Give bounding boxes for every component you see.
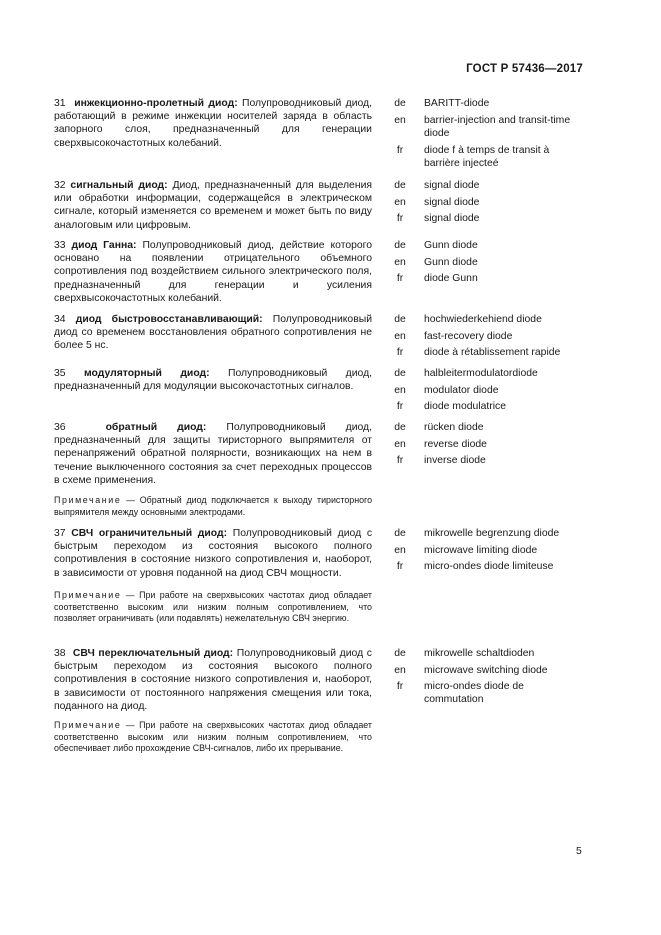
translations	[388, 367, 628, 417]
foreign-term: microwave limiting diode	[424, 544, 538, 556]
foreign-term: microwave switching diode	[424, 664, 548, 676]
lang-code: fr	[396, 213, 404, 224]
foreign-term: Gunn diode	[424, 256, 478, 268]
entry-number: 32	[54, 180, 66, 191]
note-text: — При работе на сверхвысоких частотах диод обладает соответственно высоким или низким полным сопротивлением, что обеспечивает либо прохождение СВЧ-сигналов, либо их прерывание.	[54, 720, 372, 754]
foreign-term: micro-ondes diode limiteuse	[424, 561, 554, 572]
definition	[54, 97, 372, 150]
term-name: обратный диод:	[105, 422, 207, 433]
note	[54, 495, 372, 518]
foreign-term: inverse diode	[424, 455, 486, 466]
lang-code: en	[394, 438, 406, 450]
foreign-term: fast-recovery diode	[424, 330, 513, 342]
foreign-term: mikrowelle schaltdioden	[424, 648, 535, 659]
definition	[54, 421, 372, 487]
translations	[388, 179, 628, 229]
translations	[388, 527, 628, 577]
definition	[54, 647, 372, 713]
foreign-term: signal diode	[424, 213, 480, 224]
foreign-term: reverse diode	[424, 438, 487, 450]
definition-text: Полупроводниковый диод, действие которого основано на появлении отрицательного объемного сопротивления под воздействием сильного электрического поля, предназначенный для генерации и усиления сверхвысокочастотных колебаний.	[54, 240, 373, 304]
translations	[388, 313, 628, 363]
foreign-term: micro-ondes diode de commutation	[424, 681, 524, 705]
lang-code: en	[394, 256, 406, 268]
foreign-term: rücken diode	[424, 422, 484, 433]
document-header: ГОСТ Р 57436—2017	[466, 63, 583, 75]
page-number: 5	[576, 846, 582, 857]
definition-text: Полупроводниковый диод, предназначенный для защиты тиристорного выпрямителя от перенапряжений обратной полярности, возникающих на нем в течение выключенного состояния за счет переходных процессов в схеме применения.	[54, 422, 373, 486]
entry-number: 36	[54, 422, 66, 433]
lang-code: de	[394, 368, 406, 379]
foreign-term: mikrowelle begrenzung diode	[424, 528, 560, 539]
foreign-term: BARITT-diode	[424, 98, 490, 109]
definition	[54, 367, 372, 393]
lang-code: de	[394, 240, 406, 251]
foreign-term: diode à rétablissement rapide	[424, 347, 561, 358]
lang-code: en	[394, 196, 406, 208]
foreign-term: signal diode	[424, 196, 480, 208]
definition-text: Полупроводниковый диод, предназначенный для модуляции высокочастотных сигналов.	[54, 368, 373, 393]
foreign-term: diode Gunn	[424, 273, 478, 284]
term-name: диод быстровосстанавливающий:	[75, 314, 263, 325]
lang-code: en	[394, 330, 406, 342]
lang-code: fr	[396, 347, 404, 358]
lang-code: fr	[396, 273, 404, 284]
note-text: — Обратный диод подключается к выходу тиристорного выпрямителя между основными электродами.	[54, 495, 373, 517]
definition	[54, 313, 372, 353]
translations	[388, 97, 628, 174]
lang-code: en	[394, 544, 406, 556]
lang-code: en	[394, 114, 406, 126]
term-name: модуляторный диод:	[83, 368, 210, 379]
entry-number: 38	[54, 648, 66, 659]
translations	[388, 647, 628, 710]
note	[54, 720, 372, 755]
note-label: Примечание	[54, 495, 122, 505]
lang-code: fr	[396, 455, 404, 466]
entry-number: 31	[54, 98, 66, 109]
entry-number: 33	[54, 240, 66, 251]
lang-code: fr	[396, 144, 404, 156]
note-label: Примечание	[54, 590, 122, 600]
entry-number: 35	[54, 368, 66, 379]
foreign-term: barrier-injection and transit-time diode	[424, 114, 571, 139]
entry-number: 34	[54, 314, 66, 325]
definition-text: Полупроводниковый диод, работающий в режиме инжекции носителей заряда в область запорного слоя, предназначенный для генерации сверхвысокочастотных колебаний.	[54, 98, 373, 149]
lang-code: fr	[396, 561, 404, 572]
term-name: инжекционно-пролетный диод:	[74, 98, 238, 109]
definition	[54, 179, 372, 232]
note	[54, 590, 372, 625]
definition-text: Диод, предназначенный для выделения или обработки информации, содержащейся в электрическом сигнале, который изменяется со временем и может быть по виду аналоговым или цифровым.	[54, 180, 372, 231]
definition	[54, 239, 372, 305]
foreign-term: modulator diode	[424, 384, 499, 396]
lang-code: de	[394, 528, 406, 539]
definition-text: Полупроводниковый диод с быстрым переходом из состояния высокого полного сопротивления в состояние низкого сопротивления и, наоборот, в зависимости от уровня поданной на диод СВЧ мощности.	[54, 528, 373, 579]
foreign-term: diode f à temps de transit à barrière injecteé	[424, 144, 550, 169]
lang-code: en	[394, 664, 406, 676]
lang-code: de	[394, 314, 406, 325]
lang-code: de	[394, 98, 406, 109]
foreign-term: signal diode	[424, 180, 480, 191]
foreign-term: Gunn diode	[424, 240, 478, 251]
foreign-term: hochwiederkehiend diode	[424, 314, 542, 325]
lang-code: de	[394, 180, 406, 191]
lang-code: fr	[396, 401, 404, 412]
translations	[388, 239, 628, 289]
translations	[388, 421, 628, 471]
term-name: сигнальный диод:	[70, 180, 168, 191]
lang-code: de	[394, 648, 406, 659]
note-label: Примечание	[54, 720, 122, 730]
foreign-term: diode modulatrice	[424, 401, 507, 412]
definition-text: Полупроводниковый диод со временем восстановления обратного сопротивления не более 5 нс.	[54, 314, 373, 352]
foreign-term: halbleitermodulatordiode	[424, 368, 538, 379]
note-text: — При работе на сверхвысоких частотах диод обладает соответственно высоким или низким полным сопротивлением, что позволяет ограничивать (или подавлять) нежелательную СВЧ энергию.	[54, 590, 372, 624]
term-name: диод Ганна:	[71, 240, 137, 251]
term-name: СВЧ ограничительный диод:	[71, 528, 228, 539]
term-name: СВЧ переключательный диод:	[72, 648, 234, 659]
definition-text: Полупроводниковый диод с быстрым переходом из состояния высокого полного сопротивления в состояние низкого сопротивления и, наоборот, в зависимости от постоянного напряжения смещения или тока, поданного на диод.	[54, 648, 372, 712]
lang-code: de	[394, 422, 406, 433]
definition	[54, 527, 372, 580]
lang-code: en	[394, 384, 406, 396]
lang-code: fr	[396, 681, 404, 692]
entry-number: 37	[54, 528, 66, 539]
